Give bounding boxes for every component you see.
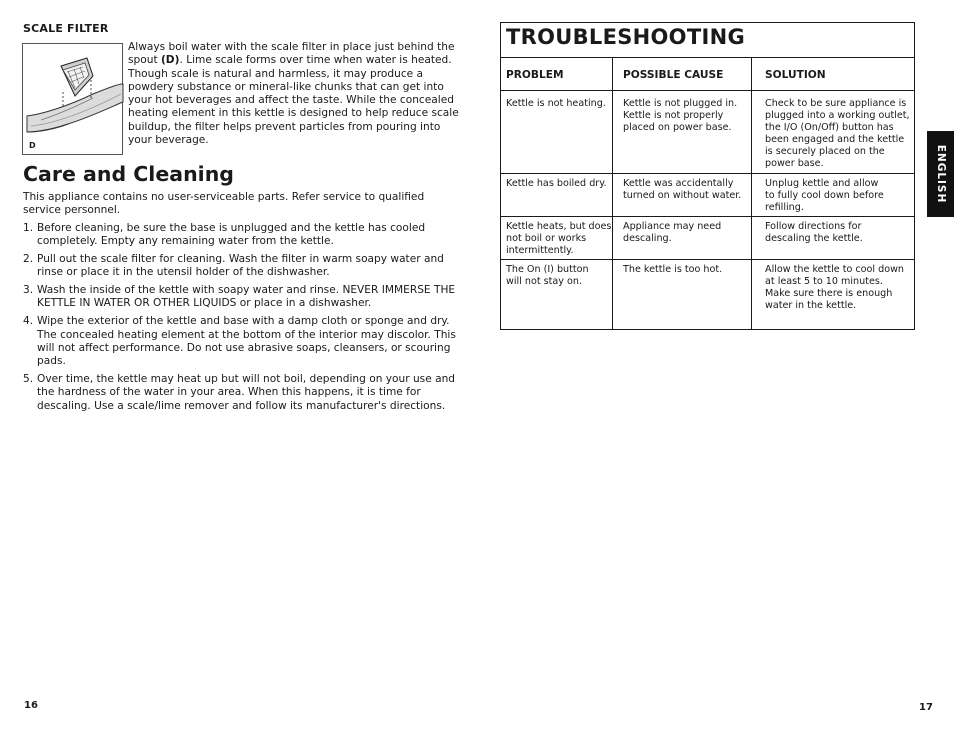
cell-problem: Kettle is not heating. <box>506 98 606 109</box>
row-divider <box>501 216 914 217</box>
care-step <box>23 284 460 311</box>
header-solution: SOLUTION <box>765 69 826 81</box>
step-number: 5. <box>23 372 34 385</box>
step-text: Pull out the scale filter for cleaning. Wash the filter in warm soapy water and rinse or place it in the utensil holder of the dishwasher. <box>37 253 444 279</box>
scale-filter-text-part: Always boil water with the scale filter in place just behind the spout <box>128 41 455 67</box>
care-step <box>23 373 460 413</box>
kettle-spout-filter-drawing <box>23 44 124 156</box>
step-number: 4. <box>23 315 34 328</box>
header-problem: PROBLEM <box>506 69 564 81</box>
column-divider <box>612 57 613 329</box>
scale-filter-text-bold: (D) <box>160 54 180 67</box>
language-tab-label: ENGLISH <box>934 144 947 204</box>
step-number: 1. <box>23 222 34 234</box>
scale-filter-text-part: . Lime scale forms over time when water is heated. Though scale is natural and harmless, it may produce a powdery substance or mineral-like chunks that can get into your hot beverages and affect the taste. While the concealed heating element in this kettle is designed to help reduce scale buildup, the filter helps prevent particles from pouring into your beverage. <box>128 54 459 147</box>
care-step <box>23 253 460 280</box>
page-number-left: 16 <box>24 700 38 711</box>
care-cleaning-heading: Care and Cleaning <box>23 162 234 186</box>
cell-cause: The kettle is too hot. <box>623 264 723 275</box>
step-text: Before cleaning, be sure the base is unplugged and the kettle has cooled completely. Empty any remaining water from the kettle. <box>37 222 426 248</box>
row-divider <box>501 90 914 91</box>
cell-cause: Kettle was accidentally turned on without water. <box>623 178 742 202</box>
step-text: Over time, the kettle may heat up but will not boil, depending on your use and the hardness of the water in your area. When this happens, it is time for descaling. Use a scale/lime remover and follow its manufacturer's directions. <box>37 372 456 412</box>
troubleshooting-table <box>500 22 915 330</box>
cell-solution: Allow the kettle to cool down at least 5 to 10 minutes. Make sure there is enough water in the kettle. <box>765 264 905 312</box>
cell-solution: Follow directions for descaling the kettle. <box>765 221 863 245</box>
cell-cause: Kettle is not plugged in. Kettle is not properly placed on power base. <box>623 98 738 134</box>
care-step <box>23 222 460 249</box>
scale-filter-text <box>128 41 460 147</box>
step-text: Wipe the exterior of the kettle and base with a damp cloth or sponge and dry. The concealed heating element at the bottom of the interior may discolor. This will not affect performance. Do not use abrasive soaps, cleansers, or scouring pads. <box>37 315 456 368</box>
cell-problem: Kettle has boiled dry. <box>506 178 607 189</box>
cell-cause: Appliance may need descaling. <box>623 221 722 245</box>
care-intro-text: This appliance contains no user-serviceable parts. Refer service to qualified service personnel. <box>23 191 425 217</box>
cell-problem: Kettle heats, but does not boil or works intermittently. <box>506 221 612 257</box>
scale-filter-heading: SCALE FILTER <box>23 22 109 35</box>
title-divider <box>501 57 914 58</box>
step-number: 2. <box>23 253 34 266</box>
figure-label: D <box>29 141 36 150</box>
header-possible-cause: POSSIBLE CAUSE <box>623 69 724 81</box>
row-divider <box>501 259 914 260</box>
language-tab <box>927 131 954 217</box>
cell-solution: Check to be sure appliance is plugged into a working outlet, the I/O (On/Off) button has been engaged and the kettle is securely placed on the power base. <box>765 98 910 170</box>
cell-problem: The On (I) button will not stay on. <box>506 264 589 288</box>
care-step <box>23 315 460 368</box>
step-text: Wash the inside of the kettle with soapy water and rinse. NEVER IMMERSE THE KETTLE IN WATER OR OTHER LIQUIDS or place in a dishwasher. <box>37 284 456 310</box>
step-number: 3. <box>23 284 34 297</box>
troubleshooting-title: TROUBLESHOOTING <box>506 25 745 49</box>
scale-filter-illustration <box>22 43 123 155</box>
care-steps-list <box>23 222 460 417</box>
page-number-right: 17 <box>919 702 933 713</box>
cell-solution: Unplug kettle and allow to fully cool down before refilling. <box>765 178 884 214</box>
column-divider <box>751 57 752 329</box>
row-divider <box>501 173 914 174</box>
